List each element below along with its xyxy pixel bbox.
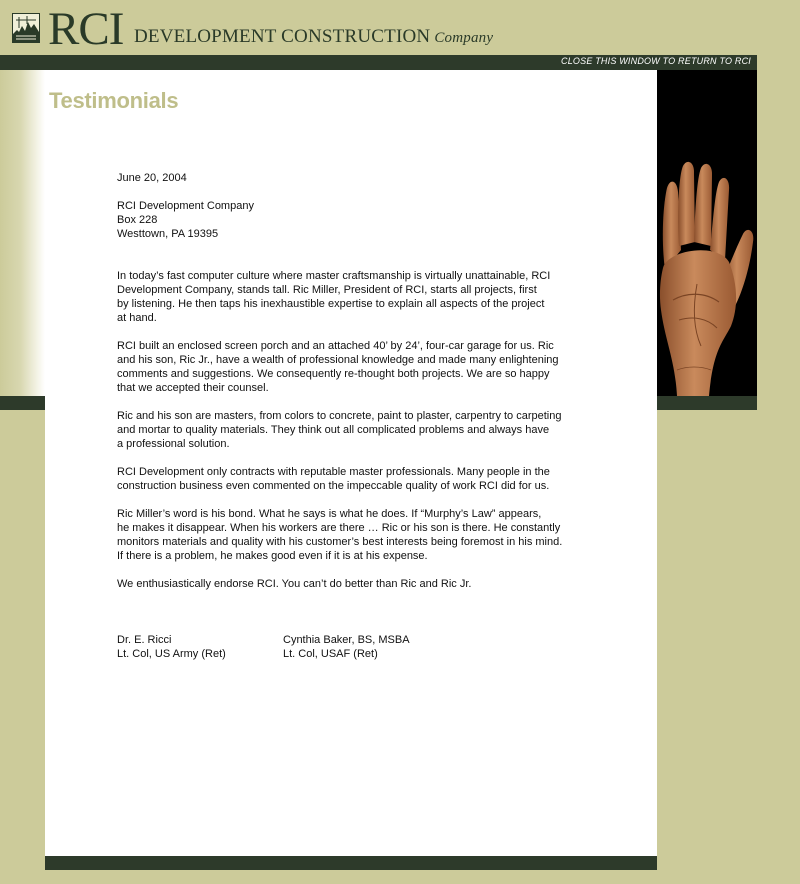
right-dark-bar [657, 396, 757, 410]
brand-company: Company [434, 30, 494, 46]
paragraph-line: a professional solution. [117, 438, 230, 450]
letter-paragraph [117, 409, 637, 451]
rci-logo-icon [12, 13, 40, 43]
left-dark-bar [0, 396, 45, 410]
letter-address [117, 199, 637, 241]
paragraph-line: that we accepted their counsel. [117, 382, 269, 394]
paragraph-line: Ric Miller’s word is his bond. What he says is what he does. If “Murphy’s Law” appears, [117, 508, 542, 520]
brand-subtitle [134, 26, 493, 48]
signature-title: Lt. Col, USAF (Ret) [283, 648, 378, 660]
raised-hand-image [657, 70, 757, 396]
paragraph-line: monitors materials and quality with his customer’s best interests being foremost in his mind. [117, 536, 563, 548]
address-line: RCI Development Company [117, 200, 254, 212]
signature-title: Lt. Col, US Army (Ret) [117, 648, 226, 660]
letter-paragraph [117, 269, 637, 325]
signature-name: Cynthia Baker, BS, MSBA [283, 634, 410, 646]
letter-date: June 20, 2004 [117, 172, 187, 184]
brand-development: DEVELOPMENT CONSTRUCTION [134, 26, 431, 47]
paragraph-line: comments and suggestions. We consequently re-thought both projects. We are so happy [117, 368, 550, 380]
signature-name: Dr. E. Ricci [117, 634, 172, 646]
close-window-link[interactable]: CLOSE THIS WINDOW TO RETURN TO RCI [561, 56, 751, 66]
letter-paragraph [117, 339, 637, 395]
testimonial-letter [117, 171, 637, 605]
letter-paragraph [117, 507, 637, 563]
paragraph-line: If there is a problem, he makes good even if it is at his expense. [117, 550, 428, 562]
paragraph-line: We enthusiastically endorse RCI. You can’t do better than Ric and Ric Jr. [117, 578, 472, 590]
paragraph-line: by listening. He then taps his inexhaustible expertise to explain all aspects of the project [117, 298, 545, 310]
top-bar [0, 55, 757, 70]
paragraph-line: and his son, Ric Jr., have a wealth of professional knowledge and made many enlightening [117, 354, 559, 366]
paragraph-line: RCI Development only contracts with reputable master professionals. Many people in the [117, 466, 550, 478]
letter-paragraph [117, 577, 637, 591]
page-title: Testimonials [49, 88, 179, 113]
paragraph-line: he makes it disappear. When his workers are there … Ric or his son is there. He constantly [117, 522, 561, 534]
brand-rci: RCI [48, 3, 124, 55]
paragraph-line: In today’s fast computer culture where master craftsmanship is virtually unattainable, RCI [117, 270, 551, 282]
paragraph-line: Development Company, stands tall. Ric Miller, President of RCI, starts all projects, first [117, 284, 537, 296]
paragraph-line: at hand. [117, 312, 157, 324]
paragraph-line: construction business even commented on the impeccable quality of work RCI did for us. [117, 480, 550, 492]
signature-block [117, 633, 226, 661]
address-line: Westtown, PA 19395 [117, 228, 219, 240]
letter-paragraph [117, 465, 637, 493]
brand-logo-text [48, 2, 123, 56]
paragraph-line: RCI built an enclosed screen porch and an attached 40’ by 24’, four-car garage for us. Ric [117, 340, 554, 352]
address-line: Box 228 [117, 214, 158, 226]
paragraph-line: Ric and his son are masters, from colors to concrete, paint to plaster, carpentry to carpeting [117, 410, 562, 422]
signature-block [283, 633, 410, 661]
bottom-bar [45, 856, 657, 870]
left-gradient-strip [0, 70, 45, 396]
paragraph-line: and mortar to quality materials. They think out all complicated problems and always have [117, 424, 550, 436]
